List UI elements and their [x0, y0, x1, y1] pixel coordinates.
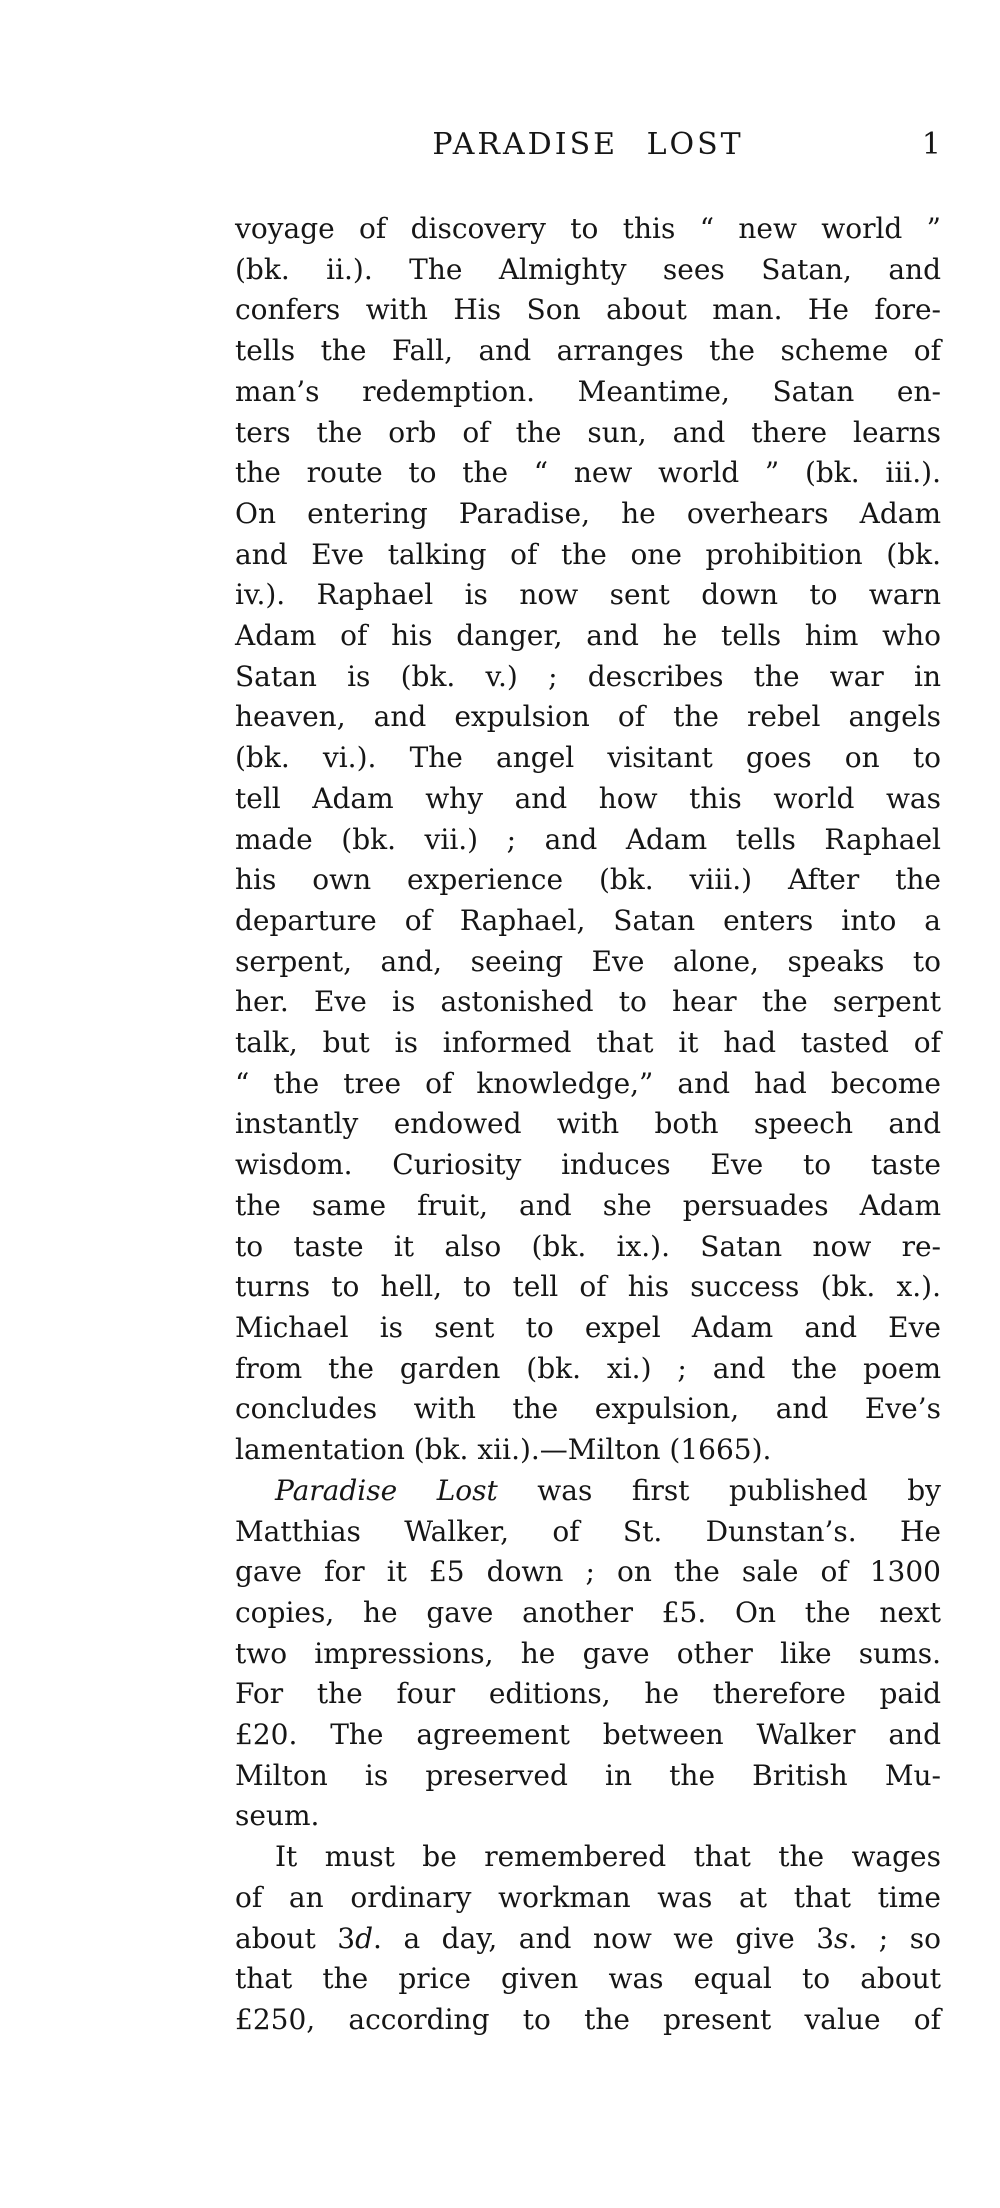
text-segment: departure of Raphael, Satan enters into a — [235, 903, 941, 937]
text-segment: iv.). Raphael is now sent down to warn — [235, 578, 941, 612]
text-line — [235, 290, 941, 331]
text-line — [235, 1593, 941, 1634]
text-segment: copies, he gave another £5. On the next — [235, 1595, 941, 1629]
text-segment: that the price given was equal to about — [235, 1962, 941, 1996]
text-line — [235, 1349, 941, 1390]
text-segment: and Eve talking of the one prohibition (bk. — [235, 537, 941, 571]
page-title: PARADISE LOST — [432, 127, 744, 162]
text-segment: “ the tree of knowledge,” and had become — [235, 1066, 941, 1100]
text-line — [235, 860, 941, 901]
text-line — [235, 1552, 941, 1593]
text-line — [235, 1267, 941, 1308]
text-segment: talk, but is informed that it had tasted of — [235, 1026, 941, 1060]
text-segment: man’s redemption. Meantime, Satan en- — [235, 374, 941, 408]
text-segment: two impressions, he gave other like sums. — [235, 1636, 941, 1670]
text-segment: It must be remembered that the wages — [275, 1840, 941, 1874]
text-line — [235, 820, 941, 861]
text-block — [235, 209, 941, 2041]
text-segment: ters the orb of the sun, and there learns — [235, 415, 941, 449]
text-line — [235, 942, 941, 983]
text-segment: tell Adam why and how this world was — [235, 781, 941, 815]
text-segment: £250, according to the present value of — [235, 2002, 941, 2036]
text-line — [235, 1064, 941, 1105]
text-segment: Michael is sent to expel Adam and Eve — [235, 1310, 941, 1344]
text-segment: gave for it £5 down ; on the sale of 1300 — [235, 1555, 941, 1589]
text-line — [235, 1512, 941, 1553]
text-segment: For the four editions, he therefore paid — [235, 1677, 941, 1711]
page-number: 1 — [921, 127, 941, 162]
text-segment: concludes with the expulsion, and Eve’s — [235, 1392, 941, 1426]
text-segment: was first published by — [497, 1473, 941, 1507]
text-segment: made (bk. vii.) ; and Adam tells Raphael — [235, 822, 941, 856]
text-segment: s — [834, 1921, 849, 1955]
text-line — [235, 372, 941, 413]
text-line — [235, 535, 941, 576]
text-line — [235, 1186, 941, 1227]
text-line — [235, 1878, 941, 1919]
text-line — [235, 1634, 941, 1675]
text-segment: about 3 — [235, 1921, 356, 1955]
text-line — [235, 1837, 941, 1878]
text-line — [235, 331, 941, 372]
text-segment: (bk. ii.). The Almighty sees Satan, and — [235, 252, 941, 286]
text-line — [235, 1674, 941, 1715]
text-segment: d — [355, 1921, 374, 1955]
text-segment: serpent, and, seeing Eve alone, speaks to — [235, 944, 941, 978]
text-segment: Matthias Walker, of St. Dunstan’s. He — [235, 1514, 941, 1548]
text-segment: Satan is (bk. v.) ; describes the war in — [235, 659, 941, 693]
text-line — [235, 494, 941, 535]
text-line — [235, 413, 941, 454]
text-segment: . ; so — [848, 1921, 941, 1955]
text-segment: of an ordinary workman was at that time — [235, 1880, 941, 1914]
text-segment: his own experience (bk. viii.) After the — [235, 863, 941, 897]
text-line — [235, 738, 941, 779]
text-segment: Adam of his danger, and he tells him who — [235, 619, 941, 653]
text-segment: On entering Paradise, he overhears Adam — [235, 496, 941, 530]
text-line — [235, 1104, 941, 1145]
text-segment: Milton is preserved in the British Mu- — [235, 1758, 941, 1792]
text-line — [235, 779, 941, 820]
text-line — [235, 1308, 941, 1349]
text-line — [235, 1389, 941, 1430]
text-segment: the same fruit, and she persuades Adam — [235, 1188, 941, 1222]
text-segment: (bk. vi.). The angel visitant goes on to — [235, 741, 941, 775]
text-line — [235, 1227, 941, 1268]
text-segment: the route to the “ new world ” (bk. iii.). — [235, 456, 941, 490]
text-line — [235, 1145, 941, 1186]
text-line — [235, 2000, 941, 2041]
text-segment: her. Eve is astonished to hear the serpent — [235, 985, 941, 1019]
text-segment: £20. The agreement between Walker and — [235, 1718, 941, 1752]
text-line — [235, 697, 941, 738]
text-line — [235, 209, 941, 250]
text-segment: heaven, and expulsion of the rebel angels — [235, 700, 941, 734]
text-line — [235, 1756, 941, 1797]
text-segment: wisdom. Curiosity induces Eve to taste — [235, 1148, 941, 1182]
text-segment: from the garden (bk. xi.) ; and the poem — [235, 1351, 941, 1385]
text-segment: Paradise Lost — [275, 1473, 498, 1507]
text-segment: . a day, and now we give 3 — [373, 1921, 835, 1955]
text-line — [235, 1959, 941, 2000]
text-segment: to taste it also (bk. ix.). Satan now re- — [235, 1229, 941, 1263]
text-line — [235, 616, 941, 657]
text-line — [235, 575, 941, 616]
text-line — [235, 1430, 941, 1471]
text-segment: instantly endowed with both speech and — [235, 1107, 941, 1141]
text-line — [235, 1471, 941, 1512]
text-segment: seum. — [235, 1799, 320, 1833]
text-line — [235, 1023, 941, 1064]
text-line — [235, 1715, 941, 1756]
text-line — [235, 1796, 941, 1837]
text-segment: lamentation (bk. xii.).—Milton (1665). — [235, 1433, 772, 1467]
text-segment: confers with His Son about man. He fore- — [235, 293, 941, 327]
text-line — [235, 982, 941, 1023]
text-line — [235, 250, 941, 291]
text-line — [235, 901, 941, 942]
text-line — [235, 1919, 941, 1960]
text-segment: tells the Fall, and arranges the scheme of — [235, 334, 941, 368]
text-segment: voyage of discovery to this “ new world ” — [235, 212, 941, 245]
text-line — [235, 657, 941, 698]
text-line — [235, 453, 941, 494]
text-segment: turns to hell, to tell of his success (bk. x.). — [235, 1270, 941, 1304]
running-head — [235, 126, 941, 164]
